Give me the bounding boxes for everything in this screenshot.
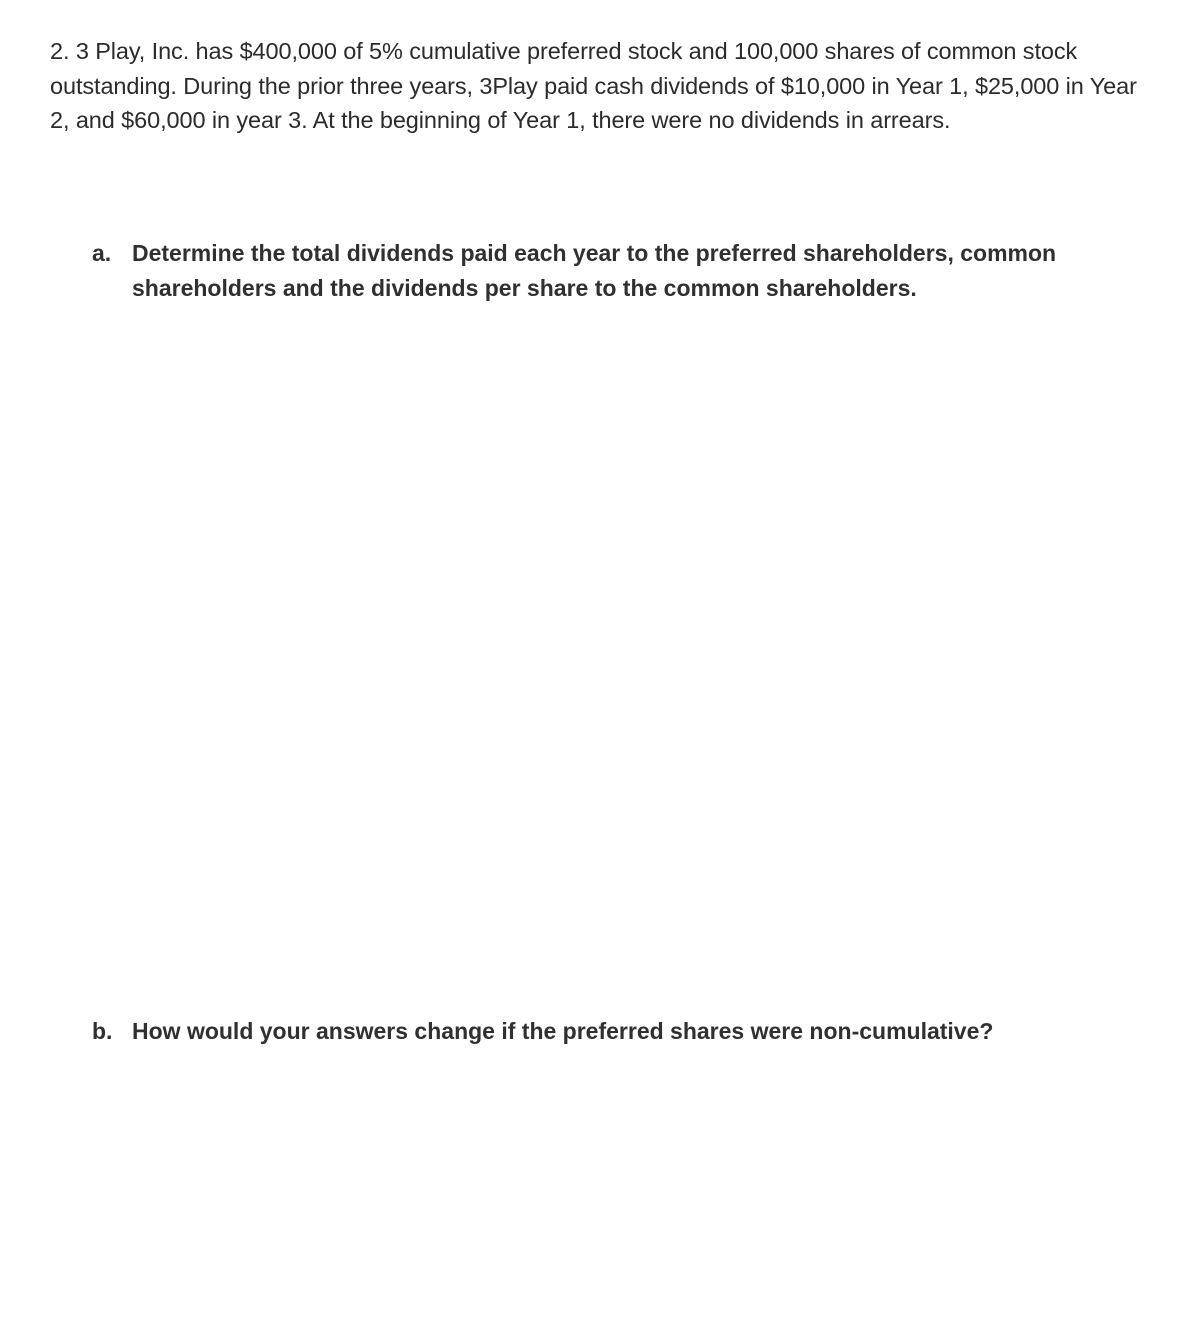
question-b bbox=[92, 1014, 1152, 1049]
question-a bbox=[92, 236, 1152, 306]
problem-text: 2. 3 Play, Inc. has $400,000 of 5% cumulative preferred stock and 100,000 shares of common stock outstanding. During the prior three years, 3Play paid cash dividends of $10,000 in Year 1, $25,000 in Year 2, and $60,000 in year 3. At the beginning of Year 1, there were no dividends in arrears. bbox=[50, 38, 1137, 133]
question-a-marker: a. bbox=[92, 240, 112, 266]
question-b-marker: b. bbox=[92, 1018, 113, 1044]
question-b-text: How would your answers change if the preferred shares were non-cumulative? bbox=[132, 1018, 994, 1044]
question-a-text: Determine the total dividends paid each year to the preferred shareholders, common shareholders and the dividends per share to the common shareholders. bbox=[132, 240, 1057, 301]
problem-statement bbox=[50, 34, 1160, 138]
